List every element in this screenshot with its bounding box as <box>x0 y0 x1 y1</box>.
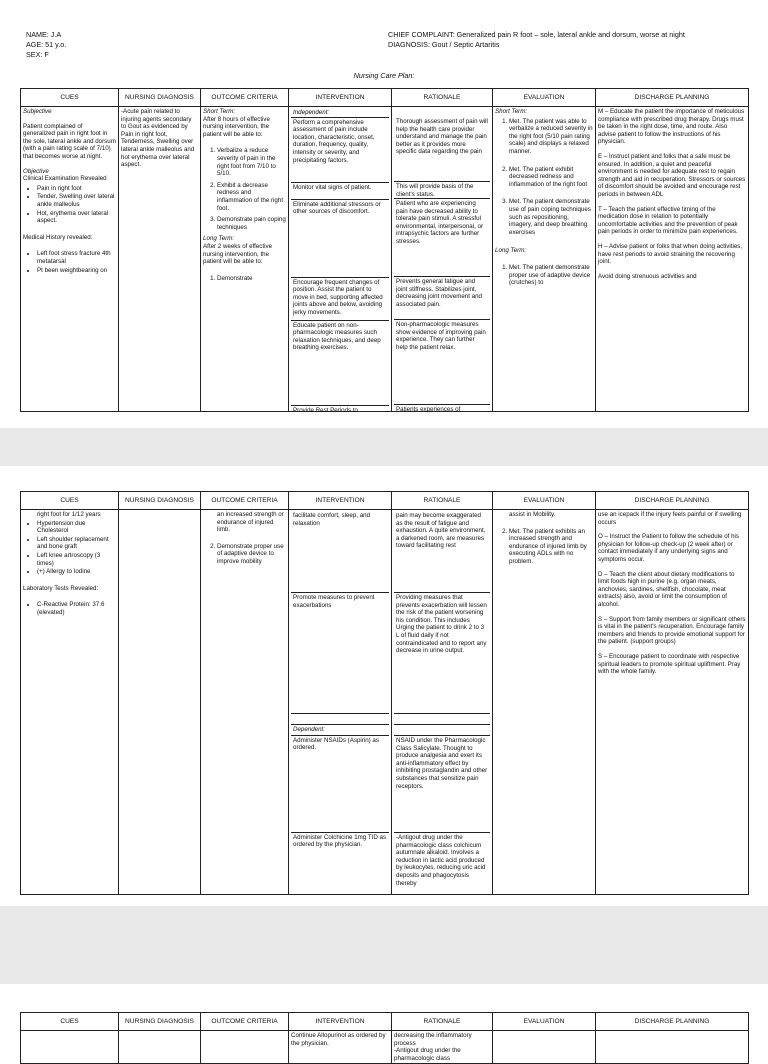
method-t: T – Teach the patient effective timing of the medication dose in relation to potentially uncomfortable activities and the prevention of peak pain periods in order to minimize pain experiences. <box>598 205 738 236</box>
list-item: • (+) Allergy to Iodine <box>37 568 116 576</box>
patient-name: NAME: J.A <box>26 30 62 39</box>
list-item: 3. Demonstrate pain coping techniques <box>217 216 286 231</box>
list-item: 3. Met. The patient demonstrate use of pain coping techniques such as repositioning, imagery, and deep breathing exercises <box>509 198 593 236</box>
outcome-cell <box>201 107 289 412</box>
col-rationale: RATIONALE <box>392 89 493 107</box>
rationale-cell <box>392 1031 493 1064</box>
evaluation-cell <box>493 510 596 895</box>
long-term-label: Long Term: <box>203 235 235 243</box>
col-cues: CUES <box>21 1013 119 1031</box>
eval-long-list <box>495 264 593 287</box>
plan-title: Nursing Care Plan: <box>353 71 415 80</box>
nursing-diagnosis-text: -Acute pain related to injuring agents secondary to Gout as evidenced by Pain in right foot, Tenderness, Swelling over lateral ankle malleolus and hot erythema over lateral aspect. <box>121 108 195 169</box>
rationale-item: Thorough assessment of pain will help the health care provider understand and manage the pain better as it provides more specific data regarding the pain <box>396 118 488 156</box>
labs-list <box>23 601 116 616</box>
content-row <box>21 1031 749 1064</box>
exam-list <box>23 185 116 225</box>
evaluation-cell <box>493 1031 596 1064</box>
intervention-item: Perform a comprehensive assessment of pain include location, characteristic, onset, duration, frequency, quality, intensity or severity, and precipitating factors. <box>291 117 389 182</box>
objective-text: Clinical Examination Revealed <box>23 175 107 183</box>
outcome-cell <box>201 510 289 895</box>
page-separator <box>0 428 768 466</box>
list-item: 1. Verbalize a reduce severity of pain in the right foot from 7/10 to 5/10. <box>217 147 286 177</box>
complaint-block <box>388 30 685 50</box>
outcome-cell <box>201 1031 289 1064</box>
short-term-list <box>203 147 286 231</box>
patient-sex: SEX: F <box>26 50 49 59</box>
method-o: O – Instruct the Patient to follow the schedule of his physician for follow-up check-up (2 week after) or contact immediately if any underlying signs and symptoms occur. <box>598 533 740 563</box>
intervention-item: Educate patient on non-pharmacologic measures such relaxation techniques, and deep breathing exercises. <box>291 320 389 405</box>
patient-age: AGE: 51 y.o. <box>26 40 67 49</box>
method-s1: S – Support from family members or significant others is vital in the patient's recuperation. Encourage family members and friends to provide emotional support for the patient. (support groups) <box>598 615 746 646</box>
list-item: • Hypertension due Cholesterol <box>37 520 116 535</box>
content-row <box>21 510 749 895</box>
col-outcome-criteria: OUTCOME CRITERIA <box>201 492 289 510</box>
method-d: D – Teach the client about dietary modifications to limit foods high in purine (e.g. organ meats, anchovies, sardines, shellfish, chocolate, meat extracts) also, avoid or limit the consumption of alcohol. <box>598 570 735 608</box>
outcome-cont-list <box>203 543 286 566</box>
dependent-label: Dependent: <box>291 724 389 735</box>
chief-complaint: CHIEF COMPLAINT: Generalized pain R foot – sole, lateral ankle and dorsum, worse at night <box>388 30 685 39</box>
long-term-intro: After 2 weeks of effective nursing intervention, the patient will be able to: <box>203 242 273 266</box>
col-nursing-diagnosis: NURSING DIAGNOSIS <box>119 492 201 510</box>
list-item: • Tender, Swelling over lateral ankle malleolus <box>37 193 116 208</box>
intervention-item: facilitate comfort, sleep, and relaxation <box>293 512 371 527</box>
cues-cell <box>21 107 119 412</box>
care-plan-table-1 <box>20 88 749 412</box>
care-plan-table-2 <box>20 491 749 895</box>
header-row <box>21 492 749 510</box>
eval-short-label: Short Term: <box>495 108 528 115</box>
col-evaluation: EVALUATION <box>493 492 596 510</box>
eval-long-label: Long Term: <box>495 247 527 255</box>
col-intervention: INTERVENTION <box>289 492 392 510</box>
list-item: • Pt been weightbearing on <box>37 267 116 275</box>
history-list-cont <box>23 511 116 576</box>
col-cues: CUES <box>21 89 119 107</box>
outcome-cont-text: an increased strength or endurance of injured limb. <box>217 511 284 534</box>
nursing-diagnosis-cell <box>119 107 201 412</box>
rationale-cell <box>392 510 493 895</box>
list-item: right foot for 1/12 years <box>37 511 101 518</box>
rationale-item: decreasing the inflammatory process <box>394 1032 472 1047</box>
header-row <box>21 1013 749 1031</box>
list-item: 1. Met. The patient demonstrate proper use of adaptive device (crutches) to <box>509 264 593 287</box>
col-evaluation: EVALUATION <box>493 89 596 107</box>
list-item: • C-Reactive Protein: 37.6 (elevated) <box>37 601 116 616</box>
intervention-item: Encourage frequent changes of position. Assist the patient to move in bed, supporting affected joints above and below, avoiding jerky movements. <box>291 277 389 320</box>
intervention-cell <box>289 510 392 895</box>
method-s2: S – Encourage patient to coordinate with respective spiritual leaders to promote spiritual upliftment. Pray with the whole family. <box>598 652 741 676</box>
subjective-label: Subjective <box>23 108 52 115</box>
list-item: • Left shoulder replacement and bone graft <box>37 536 116 551</box>
intervention-item: Eliminate additional stressors or other sources of discomfort. <box>291 199 389 277</box>
short-term-intro: After 8 hours of effective nursing intervention, the patient will be able to: <box>203 115 270 138</box>
list-item: 2. Met. The patient exhibits an increased strength and endurance of injured limb by executing ADLs with no problem. <box>509 528 593 566</box>
list-item: 2. Met. The patient exhibit decreased redness and inflammation of the right foot <box>509 166 593 189</box>
list-item: 1. Demonstrate <box>217 275 286 283</box>
rationale-item: NSAID under the Pharmacologic Class Salicylate. Thought to produce analgesia and exert its anti-inflammatory effect by inhibiting prostaglandin and other substances that sensitize pain receptors. <box>394 735 490 832</box>
rationale-item: pain may become exaggerated as the result of fatigue and exhaustion. A quite environment, a darkened room, are measures toward facilitating rest <box>396 512 486 550</box>
intervention-item: Provide Rest Periods to <box>291 405 389 416</box>
intervention-item: Administer Colchicine 1mg TID as ordered by the physician. <box>291 832 389 850</box>
method-h: H – Advise patient or folks that when doing activities, have rest periods to avoid straining the recovering joint. <box>598 242 743 266</box>
rationale-item: -Antigout drug under the pharmacologic class colchicum autumnale alkaloid. Involves a reduction in lactic acid produced by leukocytes, reducing uric acid deposits and phagocytosis thereby <box>394 832 490 888</box>
col-rationale: RATIONALE <box>392 492 493 510</box>
list-item: • Pain in right foot <box>37 185 116 193</box>
eval-cont-text: assist in Mobility. <box>509 511 556 518</box>
page-separator <box>0 906 768 984</box>
list-item: • Hot, erythema over lateral aspect. <box>37 210 116 225</box>
patient-info <box>26 30 66 60</box>
col-outcome-criteria: OUTCOME CRITERIA <box>201 89 289 107</box>
discharge-extra: Avoid doing strenuous activities and <box>598 272 697 280</box>
rationale-cell <box>392 107 493 412</box>
list-item: 2. Demonstrate proper use of adaptive device to improve mobility <box>217 543 286 566</box>
long-term-list <box>203 275 286 283</box>
objective-label: Objective <box>23 167 49 175</box>
method-e: E – Instruct patient and folks that a safe must be ensured. In addition, a quiet and peaceful environment is needed for adequate rest to regain strength and aid in recuperation. Stressors or sources of discomfort should be avoided and encourage rest periods in between ADL <box>598 152 746 198</box>
col-discharge-planning: DISCHARGE PLANNING <box>596 89 749 107</box>
intervention-cell <box>289 1031 392 1064</box>
method-m: M – Educate the patient the importance of meticulous compliance with prescribed drug therapy. Drugs must be taken in the right dose, time, and route. Also advise patient to follow the instructions of his physician. <box>598 108 745 146</box>
labs-label: Laboratory Tests Revealed: <box>23 584 99 592</box>
content-row <box>21 107 749 412</box>
intervention-item: Administer NSAIDs (Aspirin) as ordered. <box>291 735 389 832</box>
subjective-text: Patient complained of generalized pain in right foot in the sole, lateral ankle and dorsum (with a pain rating scale of 7/10) that becomes worse at night. <box>23 122 116 160</box>
independent-label: Independent: <box>293 109 330 116</box>
list-item: 1. Met. The patient was able to verbalize a reduced severity in the right foot (5/10 pain rating scale) and displays a relaxed manner. <box>509 118 593 156</box>
history-label: Medical History revealed: <box>23 233 93 241</box>
eval-short-list <box>495 118 593 237</box>
list-item: • Left foot stress fracture 4th metatarsal <box>37 250 116 265</box>
list-item: • Left knee artroscopy (3 times) <box>37 552 116 567</box>
nursing-diagnosis-cell <box>119 1031 201 1064</box>
nursing-diagnosis-cell <box>119 510 201 895</box>
header-row <box>21 89 749 107</box>
cues-cell <box>21 1031 119 1064</box>
col-evaluation: EVALUATION <box>493 1013 596 1031</box>
intervention-item: Continue Allopurinol as ordered by the physician. <box>291 1032 386 1047</box>
rationale-item: Patients experiences of <box>394 404 490 415</box>
col-nursing-diagnosis: NURSING DIAGNOSIS <box>119 89 201 107</box>
discharge-cell <box>596 510 749 895</box>
intervention-cell <box>289 107 392 412</box>
diagnosis-line: DIAGNOSIS: Gout / Septic Artaritis <box>388 40 500 49</box>
discharge-cont: use an icepack if the injury feels painful or if swelling occurs <box>598 511 742 526</box>
rationale-item: -Antigout drug under the pharmacologic class <box>394 1047 461 1062</box>
col-discharge-planning: DISCHARGE PLANNING <box>596 492 749 510</box>
intervention-item: Monitor vital signs of patient. <box>291 182 389 199</box>
col-intervention: INTERVENTION <box>289 1013 392 1031</box>
col-intervention: INTERVENTION <box>289 89 392 107</box>
eval-cont-list <box>495 528 593 566</box>
rationale-item: Providing measures that prevents exacerbation will lessen the risk of the patient worsening his condition. This includes Urging the patient to drink 2 to 3 L of fluid daily if not contraindicated and to report any decrease in urine output. <box>394 592 490 713</box>
short-term-label: Short Term: <box>203 108 236 115</box>
col-outcome-criteria: OUTCOME CRITERIA <box>201 1013 289 1031</box>
col-rationale: RATIONALE <box>392 1013 493 1031</box>
rationale-item: Patient who are experiencing pain have decreased ability to tolerate pain stimuli. A stressful environmental, interpersonal, or intrapsychic factors are further stresses. <box>394 198 490 276</box>
rationale-item: This will provide basis of the client's status. <box>394 181 490 198</box>
intervention-item: Promote measures to prevent exacerbations <box>291 592 389 713</box>
list-item: 2. Exhibit a decrease redness and inflammation of the right foot. <box>217 182 286 212</box>
history-list <box>23 250 116 274</box>
cues-cell <box>21 510 119 895</box>
rationale-item: Non-pharmacologic measures show evidence of improving pain experience. They can further help the patient relax. <box>394 319 490 404</box>
col-nursing-diagnosis: NURSING DIAGNOSIS <box>119 1013 201 1031</box>
care-plan-table-3 <box>20 1012 749 1064</box>
discharge-cell <box>596 1031 749 1064</box>
col-cues: CUES <box>21 492 119 510</box>
evaluation-cell <box>493 107 596 412</box>
rationale-item: Prevents general fatigue and joint stiffness. Stabilizes joint, decreasing joint movement and associated pain. <box>394 276 490 319</box>
discharge-cell <box>596 107 749 412</box>
col-discharge-planning: DISCHARGE PLANNING <box>596 1013 749 1031</box>
